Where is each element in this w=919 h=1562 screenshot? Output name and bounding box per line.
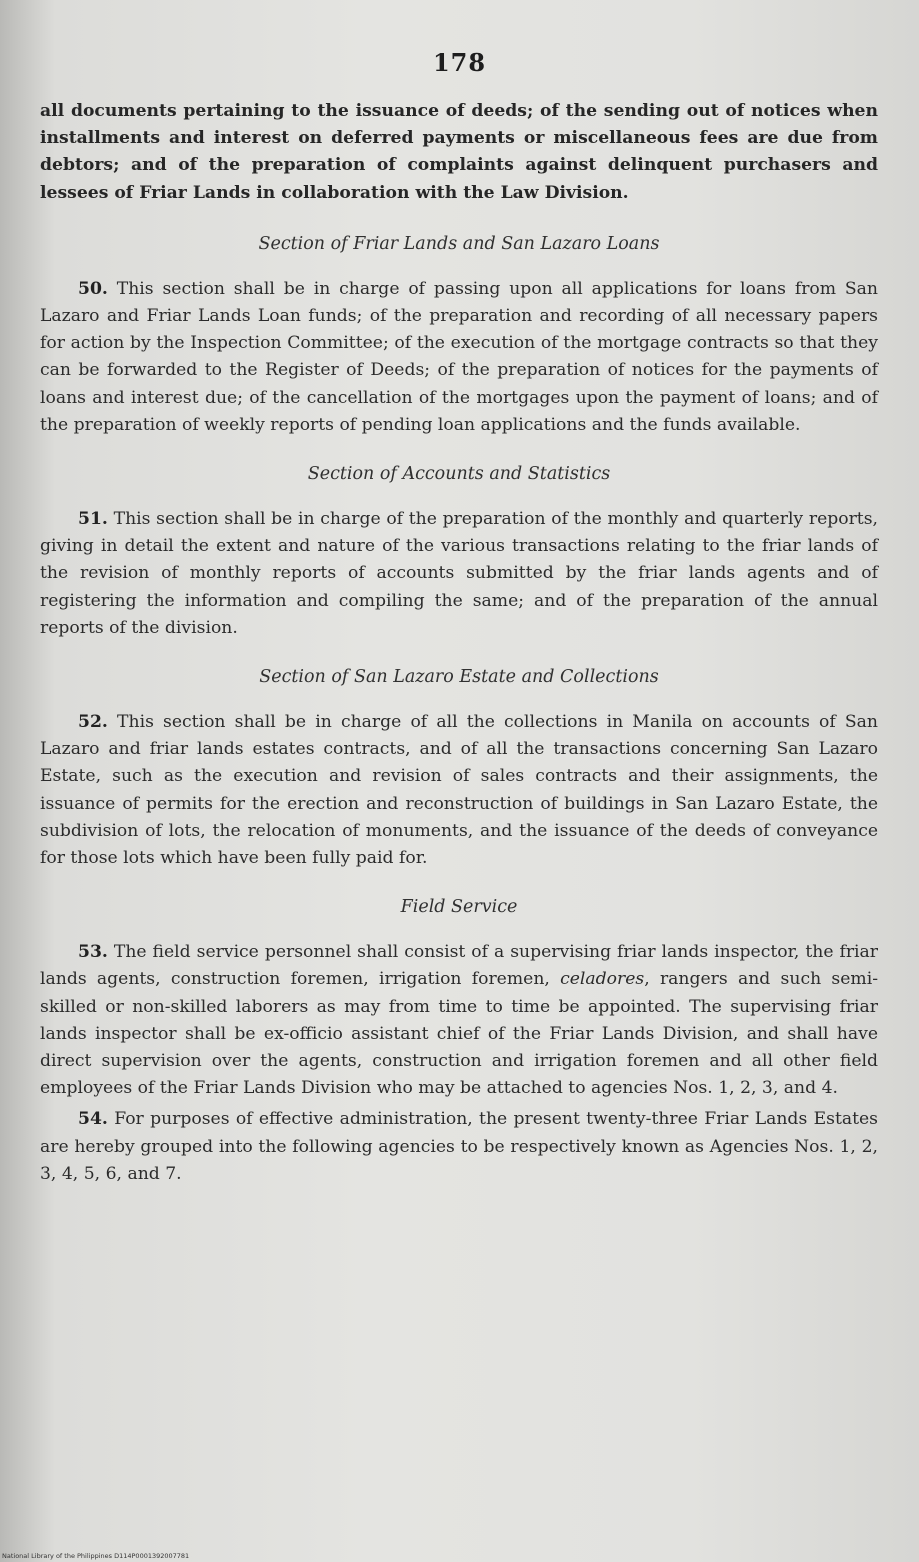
section-number-50: 50. [78,278,108,299]
paragraph-53 [40,939,878,1102]
heading-loans: Section of Friar Lands and San Lazaro Loans [258,233,660,254]
paragraph-53-italic: celadores [560,969,645,990]
section-number-51: 51. [78,509,108,530]
archive-footer: National Library of the Philippines D114P0001392007781 [2,1552,190,1560]
paragraph-51 [40,506,878,642]
section-number-52: 52. [78,712,108,733]
paragraph-53-text-b: , rangers and such semi-skilled or non-skilled laborers as may from time to time be appointed. The supervising friar lands inspector shall be ex-officio assistant chief of the Friar Lands Division, and shall have direct supervision over the agents, construction and irrigation foremen and all other field employees of the Friar Lands Division who may be attached to agencies Nos. 1, 2, 3, and 4. [40,969,879,1099]
page-number: 178 [432,48,487,77]
paragraph-50 [40,276,878,439]
page-content [40,98,878,1188]
paragraph-52 [40,709,878,872]
paragraph-51-text: This section shall be in charge of the preparation of the monthly and quarterly reports, giving in detail the extent and nature of the various transactions relating to the friar lands of the revision of monthly reports of accounts submitted by the friar lands agents and of registering the information and compiling the same; and of the preparation of the annual reports of the division. [40,509,878,638]
section-number-53: 53. [78,942,108,963]
heading-estate: Section of San Lazaro Estate and Collections [259,667,659,688]
paragraph-54-text: For purposes of effective administration, the present twenty-three Friar Lands Estates are hereby grouped into the following agencies to be respectively known as Agencies Nos. 1, 2, 3, 4, 5, 6, and 7. [40,1109,878,1184]
section-number-54: 54. [78,1109,108,1130]
paragraph-52-text: This section shall be in charge of all the collections in Manila on accounts of San Lazaro and friar lands estates contracts, and of all the transactions concerning San Lazaro Estate, such as the execution and revision of sales contracts and their assignments, the issuance of permits for the erection and reconstruction of buildings in San Lazaro Estate, the subdivision of lots, the relocation of monuments, and the issuance of the deeds of conveyance for those lots which have been fully paid for. [40,712,878,869]
paragraph-53-text-a: The field service personnel shall consist of a supervising friar lands inspector, the friar lands agents, construction foremen, irrigation foremen, [40,942,878,990]
heading-field-service: Field Service [400,897,518,918]
heading-accounts: Section of Accounts and Statistics [307,464,611,485]
paragraph-54 [40,1106,878,1188]
paragraph-50-text: This section shall be in charge of passing upon all applications for loans from San Lazaro and Friar Lands Loan funds; of the preparation and recording of all necessary papers for action by the Inspection Committee; of the execution of the mortgage contracts so that they can be forwarded to the Register of Deeds; of the preparation of notices for the payments of loans and interest due; of the cancellation of the mortgages upon the payment of loans; and of the preparation of weekly reports of pending loan applications and the funds available. [40,278,878,435]
intro-paragraph: all documents pertaining to the issuance of deeds; of the sending out of notices when installments and interest on deferred payments or miscellaneous fees are due from debtors; and of the preparation of complaints against delinquent purchasers and lessees of Friar Lands in collaboration with the Law Division. [40,101,878,203]
